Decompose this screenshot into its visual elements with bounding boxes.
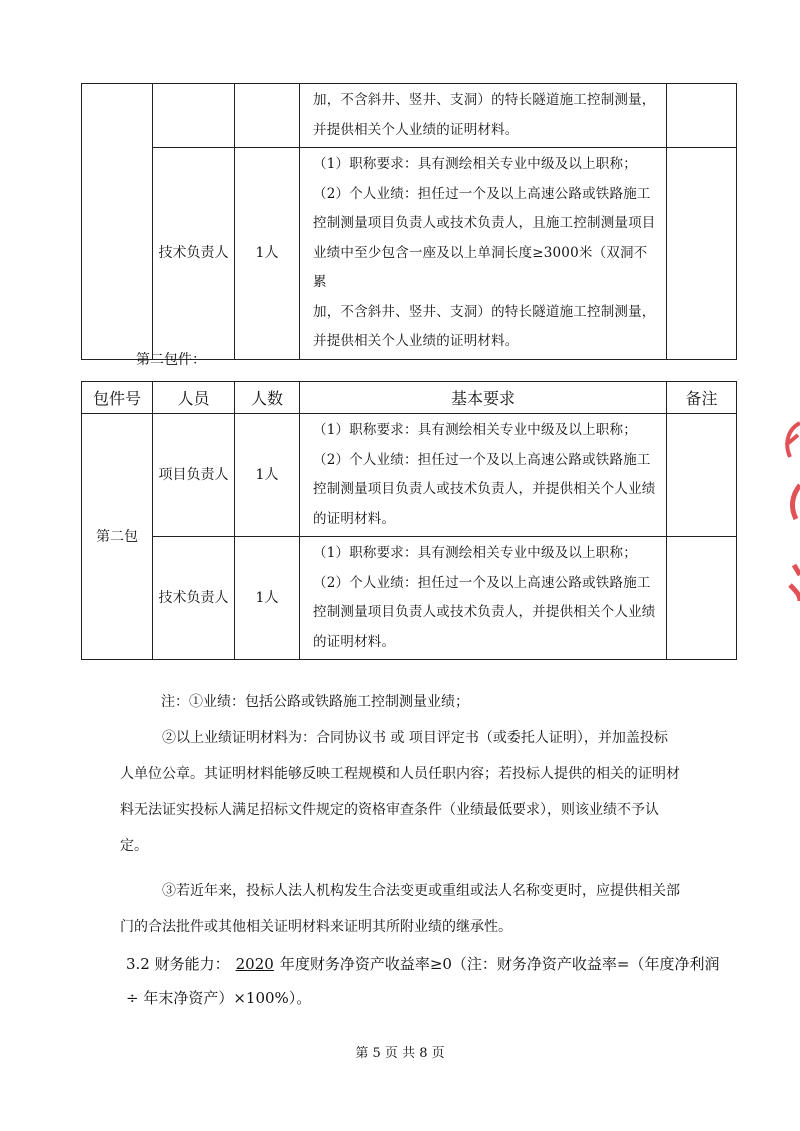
requirement-cell — [300, 537, 667, 660]
section-title: 第二包件： — [136, 352, 206, 368]
requirement-cell — [300, 84, 667, 148]
requirement-line: 加，不含斜井、竖井、支洞）的特长隧道施工控制测量， — [313, 92, 656, 108]
page-number: 第 5 页 共 8 页 — [355, 1046, 445, 1061]
note-1: 注：①业绩：包括公路或铁路施工控制测量业绩； — [161, 694, 469, 710]
requirement-line: 控制测量项目负责人或技术负责人，并提供相关个人业绩 — [313, 481, 656, 497]
count-cell: 1人 — [235, 537, 300, 660]
requirement-line: 业绩中至少包含一座及以上单洞长度≥3000米（双洞不累 — [313, 244, 648, 290]
count-cell: 1人 — [235, 148, 300, 360]
finance-prefix: 3.2 财务能力： — [126, 955, 230, 973]
role-cell: 项目负责人 — [153, 414, 235, 537]
seal-stamp-icon — [770, 415, 800, 615]
remark-cell — [667, 84, 737, 148]
header-package: 包件号 — [82, 382, 153, 414]
requirement-cell — [300, 414, 667, 537]
requirement-line: 的证明材料。 — [313, 510, 396, 527]
finance-requirement — [126, 947, 726, 1015]
requirement-line: 的证明材料。 — [313, 633, 396, 650]
count-cell: 1人 — [235, 414, 300, 537]
header-requirements: 基本要求 — [300, 382, 667, 414]
package-cell — [82, 84, 153, 360]
table-row — [82, 537, 737, 660]
note-3: ③若近年来，投标人法人机构发生合法变更或重组或法人名称变更时，应提供相关部门的合法批件或其他相关证明材料来证明其所附业绩的继承性。 — [120, 883, 680, 935]
table-row — [82, 148, 737, 360]
role-cell — [153, 84, 235, 148]
table-continuation — [81, 83, 737, 360]
finance-text: 年度财务净资产收益率≥0（注：财务净资产收益率=（年度净利润÷ 年末净资产）×100%）。 — [126, 955, 720, 1007]
header-remarks: 备注 — [667, 382, 737, 414]
requirement-line: 控制测量项目负责人或技术负责人，且施工控制测量项目 — [313, 215, 656, 231]
requirement-line: （2）个人业绩：担任过一个及以上高速公路或铁路施工 — [313, 451, 651, 468]
requirement-cell — [300, 148, 667, 360]
requirement-line: （1）职称要求：具有测绘相关专业中级及以上职称； — [313, 545, 637, 561]
requirement-line: 加，不含斜井、竖井、支洞）的特长隧道施工控制测量， — [313, 303, 656, 320]
header-staff: 人员 — [153, 382, 235, 414]
package-cell: 第二包 — [82, 414, 153, 660]
table-row — [82, 84, 737, 148]
requirement-line: （1）职称要求：具有测绘相关专业中级及以上职称； — [313, 422, 637, 438]
remark-cell — [667, 414, 737, 537]
remark-cell — [667, 537, 737, 660]
count-cell — [235, 84, 300, 148]
requirement-line: 并提供相关个人业绩的证明材料。 — [313, 333, 519, 349]
finance-year: 2020 — [235, 955, 274, 973]
requirement-line: （2）个人业绩：担任过一个及以上高速公路或铁路施工 — [313, 574, 651, 591]
requirement-line: 控制测量项目负责人或技术负责人，并提供相关个人业绩 — [313, 604, 656, 620]
role-cell: 技术负责人 — [153, 537, 235, 660]
requirement-line: 并提供相关个人业绩的证明材料。 — [313, 121, 519, 138]
requirement-line: （1）职称要求：具有测绘相关专业中级及以上职称； — [313, 156, 637, 172]
table-row — [82, 414, 737, 537]
remark-cell — [667, 148, 737, 360]
table-package-2 — [81, 381, 737, 660]
note-2: ②以上业绩证明材料为：合同协议书 或 项目评定书（或委托人证明），并加盖投标人单位公章。其证明材料能够反映工程规模和人员任职内容；若投标人提供的相关的证明材料无法证实投标人满足招标文件规定的资格审查条件（业绩最低要求），则该业绩不予认定。 — [120, 730, 680, 854]
table-header-row — [82, 382, 737, 414]
requirement-line: （2）个人业绩：担任过一个及以上高速公路或铁路施工 — [313, 185, 651, 202]
header-count: 人数 — [235, 382, 300, 414]
role-cell: 技术负责人 — [153, 148, 235, 360]
